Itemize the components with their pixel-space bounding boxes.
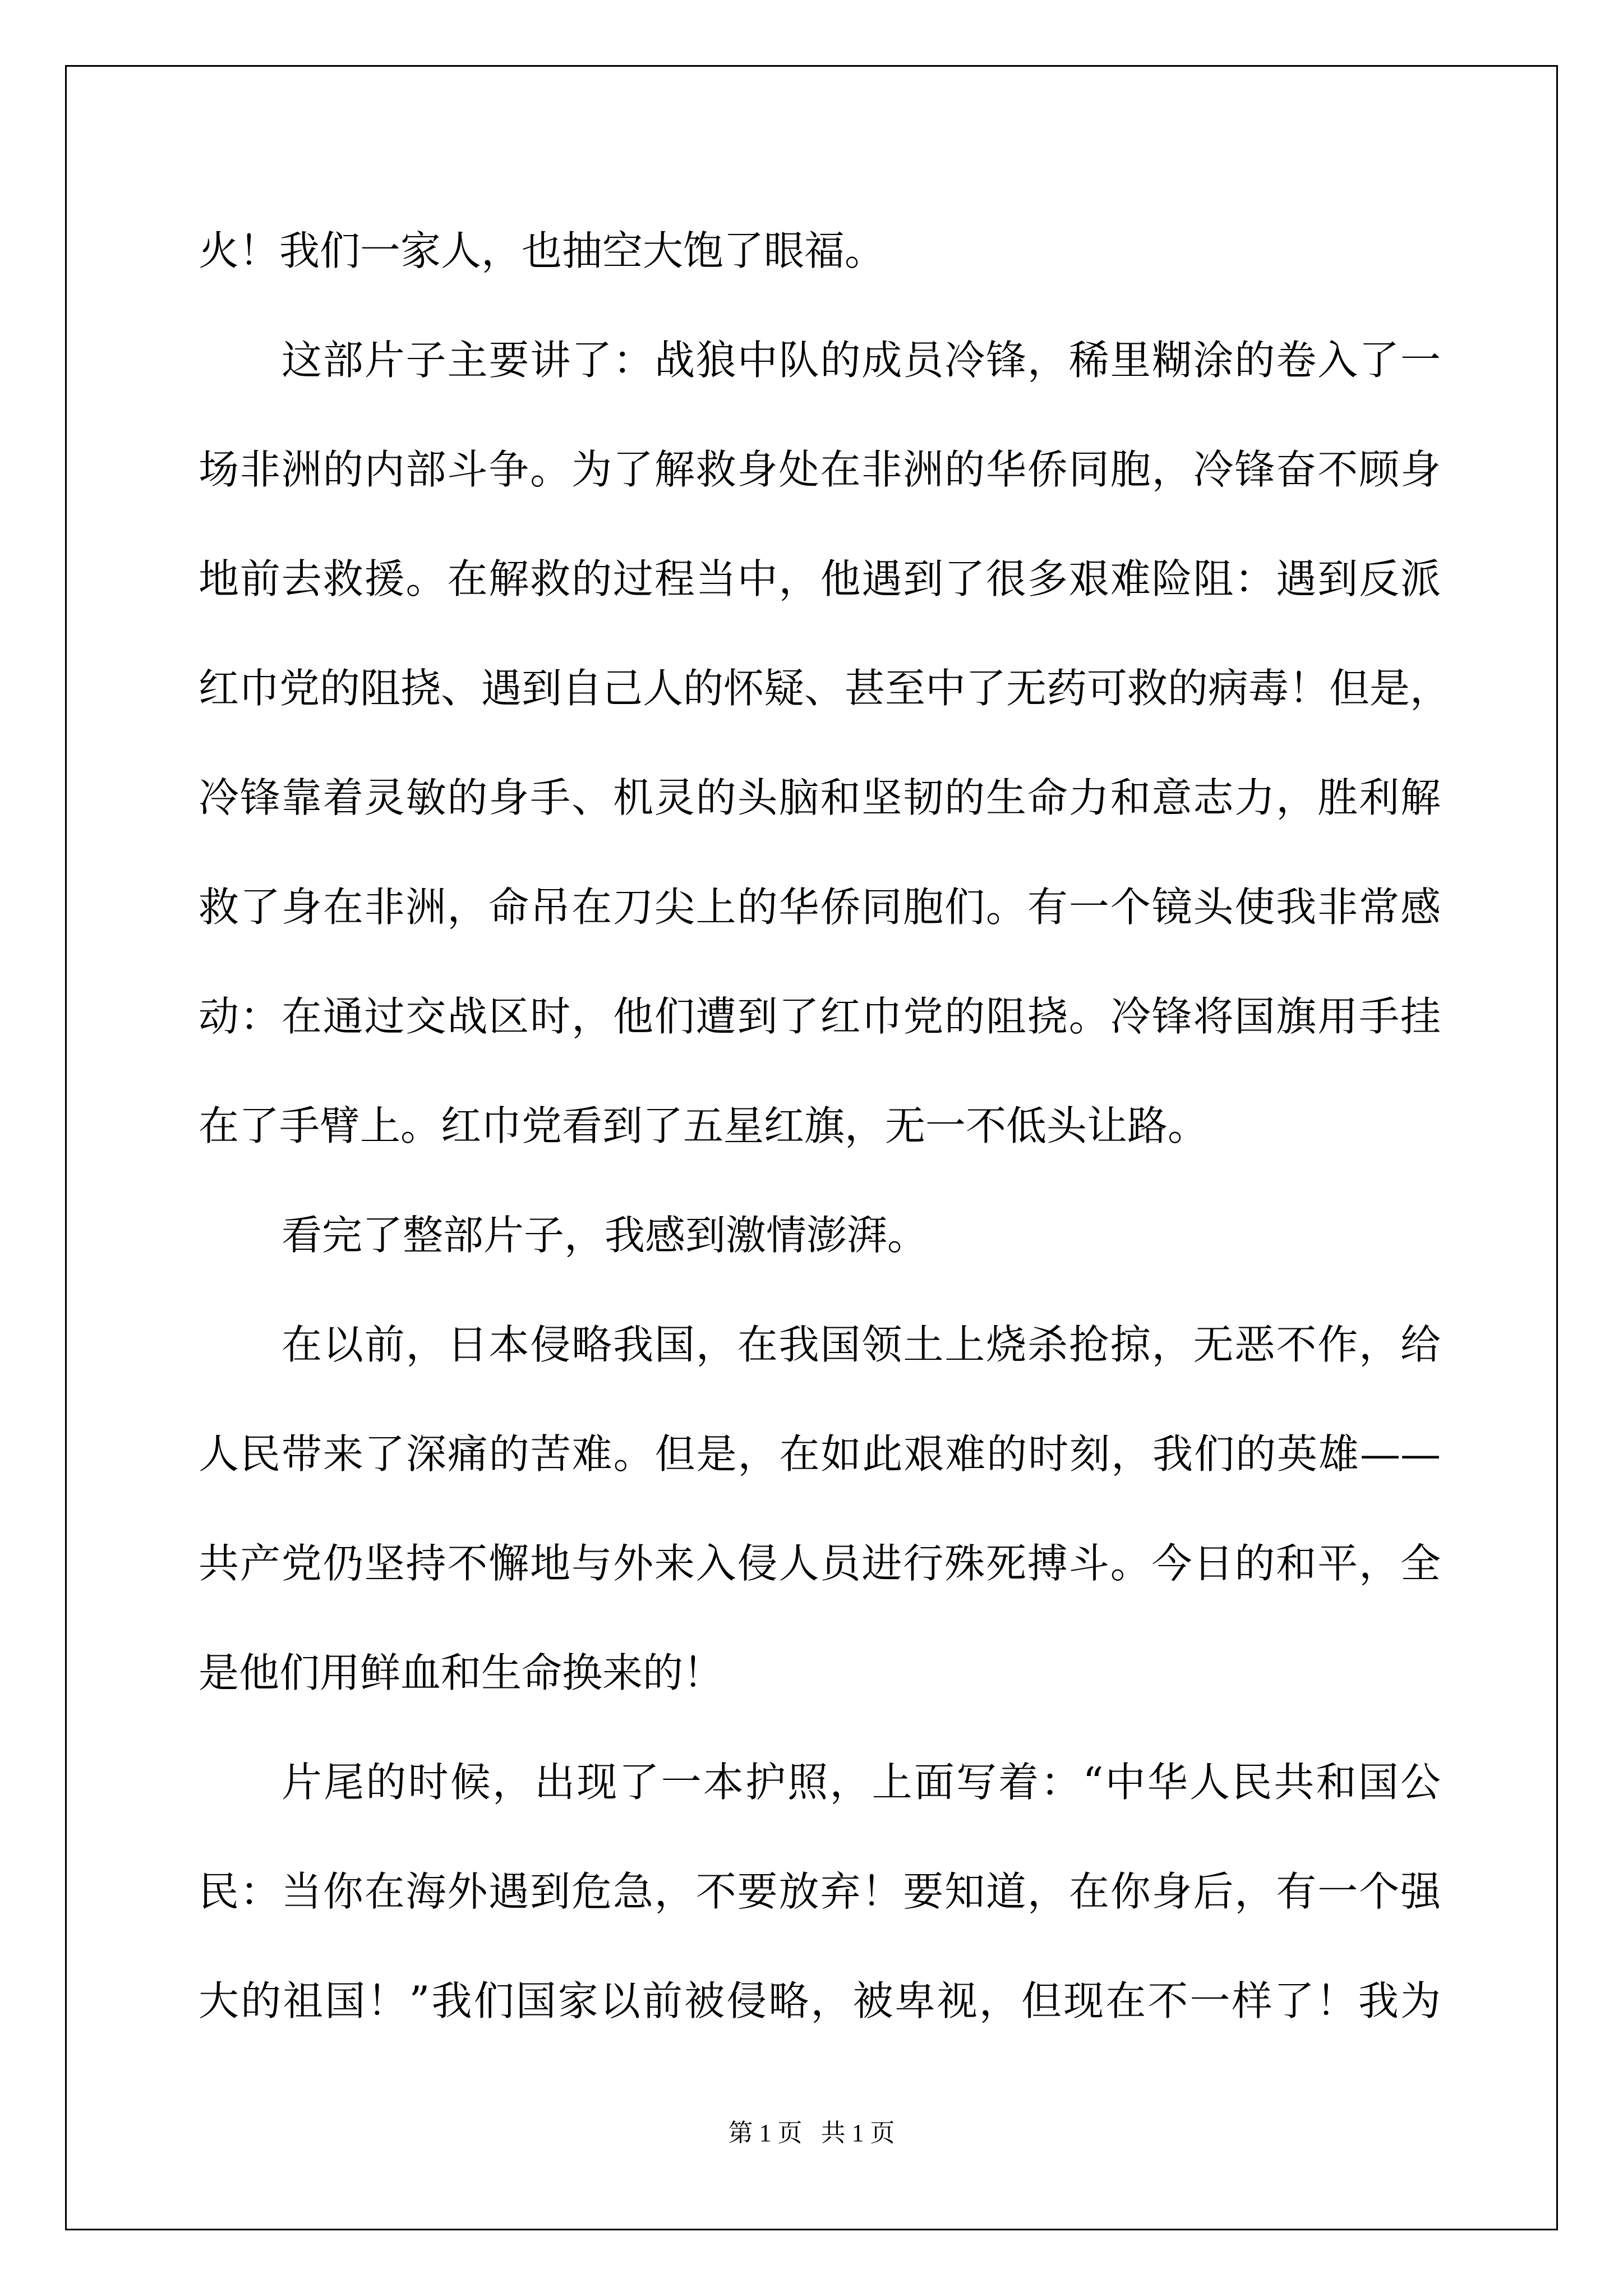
text-line: 火！我们一家人，也抽空大饱了眼福。 [199, 227, 886, 274]
text-line: 冷锋靠着灵敏的身手、机灵的头脑和坚韧的生命力和意志力，胜利解 [199, 774, 1441, 821]
paragraph-first-line: 看完了整部片子，我感到激情澎湃。 [282, 1212, 928, 1259]
text-line: 红巾党的阻挠、遇到自己人的怀疑、甚至中了无药可救的病毒！但是， [199, 665, 1451, 712]
text-line: 大的祖国！”我们国家以前被侵略，被卑视，但现在不一样了！我为 [199, 1977, 1441, 2024]
paragraph-first-line: 这部片子主要讲了：战狼中队的成员冷锋，稀里糊涂的卷入了一 [282, 337, 1441, 384]
paragraph-first-line: 片尾的时候，出现了一本护照，上面写着：“中华人民共和国公 [282, 1759, 1441, 1806]
text-line: 人民带来了深痛的苦难。但是，在如此艰难的时刻，我们的英雄—— [199, 1430, 1441, 1478]
text-line: 在了手臂上。红巾党看到了五星红旗，无一不低头让路。 [199, 1102, 1209, 1149]
text-line: 场非洲的内部斗争。为了解救身处在非洲的华侨同胞，冷锋奋不顾身 [199, 446, 1441, 493]
page-number-footer: 第 1 页 共 1 页 [728, 2119, 895, 2147]
text-line: 地前去救援。在解救的过程当中，他遇到了很多艰难险阻：遇到反派 [199, 555, 1441, 602]
text-line: 共产党仍坚持不懈地与外来入侵人员进行殊死搏斗。今日的和平，全 [199, 1540, 1441, 1587]
text-line: 民：当你在海外遇到危急，不要放弃！要知道，在你身后，有一个强 [199, 1868, 1441, 1915]
text-line: 动：在通过交战区时，他们遭到了红巾党的阻挠。冷锋将国旗用手挂 [199, 993, 1441, 1040]
text-line: 救了身在非洲，命吊在刀尖上的华侨同胞们。有一个镜头使我非常感 [199, 884, 1441, 931]
text-line: 是他们用鲜血和生命换来的！ [199, 1649, 724, 1696]
paragraph-first-line: 在以前，日本侵略我国，在我国领土上烧杀抢掠，无恶不作，给 [282, 1321, 1441, 1368]
